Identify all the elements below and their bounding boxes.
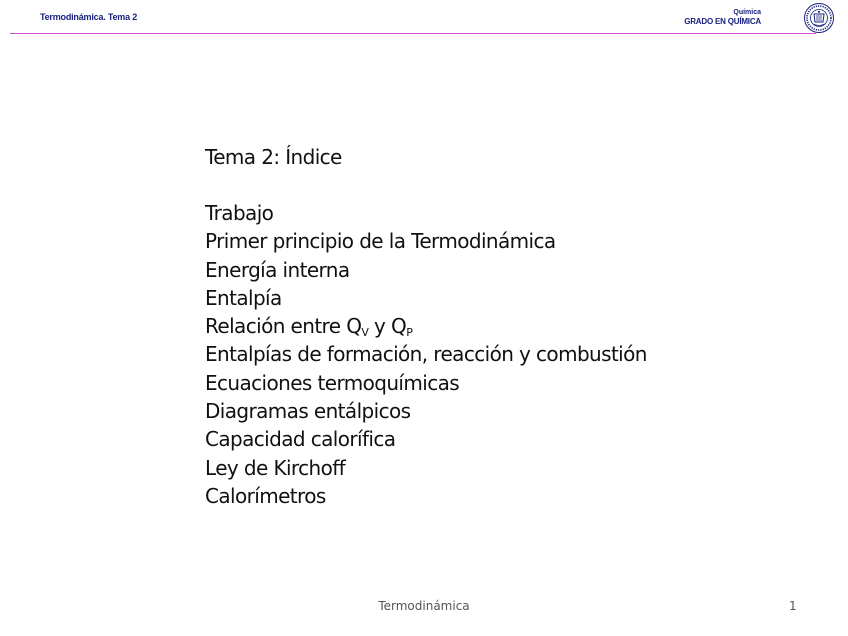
slide-content bbox=[205, 143, 647, 510]
index-item-entalpia: Entalpía bbox=[205, 285, 282, 310]
index-item-calorimetros: Calorímetros bbox=[205, 483, 326, 508]
relacion-text-a: Relación entre Q bbox=[205, 314, 362, 339]
header-degree-label bbox=[684, 8, 761, 26]
footer-page-number: 1 bbox=[789, 599, 797, 613]
relacion-text-b: y Q bbox=[368, 314, 407, 339]
index-item-ecuaciones-termoquimicas: Ecuaciones termoquímicas bbox=[205, 370, 460, 395]
index-list bbox=[205, 199, 647, 510]
relacion-sub-p: P bbox=[406, 326, 413, 340]
index-item-entalpias-formacion: Entalpías de formación, reacción y combustión bbox=[205, 342, 647, 367]
index-item-relacion-qv-qp bbox=[205, 312, 647, 340]
index-item-ley-kirchoff: Ley de Kirchoff bbox=[205, 455, 346, 480]
header-degree: GRADO EN QUÍMICA bbox=[684, 17, 761, 26]
header-course-title: Termodinámica. Tema 2 bbox=[40, 12, 138, 22]
index-item-diagramas-entalpicos: Diagramas entálpicos bbox=[205, 399, 411, 424]
index-item-energia-interna: Energía interna bbox=[205, 257, 350, 282]
footer-subject: Termodinámica bbox=[378, 599, 470, 613]
index-item-primer-principio: Primer principio de la Termodinámica bbox=[205, 229, 556, 254]
index-item-capacidad-calorifica: Capacidad calorífica bbox=[205, 427, 396, 452]
relacion-sub-v: V bbox=[361, 326, 369, 340]
slide-title: Tema 2: Índice bbox=[205, 145, 342, 169]
university-seal-icon bbox=[803, 2, 835, 34]
index-item-trabajo: Trabajo bbox=[205, 201, 274, 225]
header-divider bbox=[10, 33, 816, 34]
header-subject: Química bbox=[733, 9, 761, 16]
